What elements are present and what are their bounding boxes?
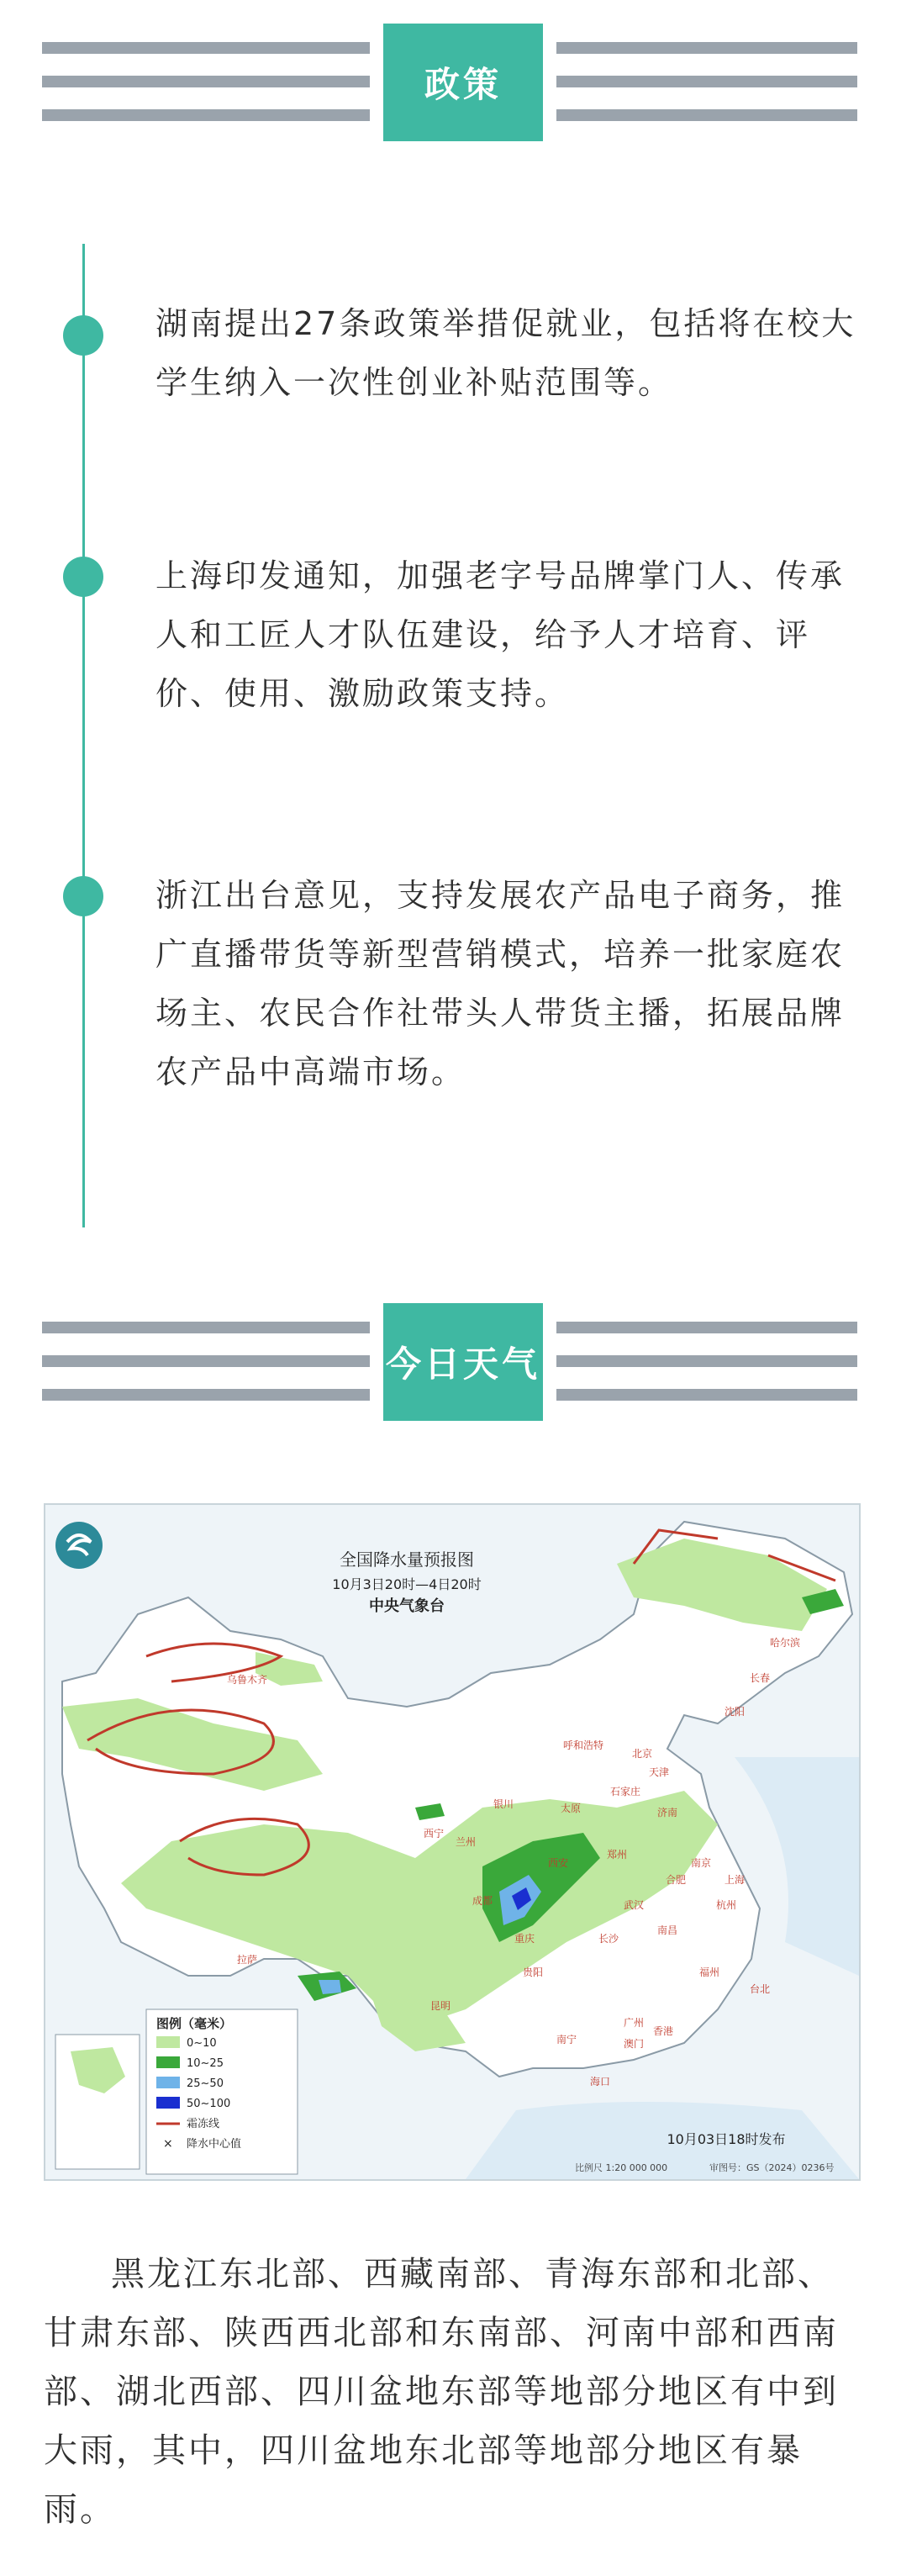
legend-swatch (156, 2097, 180, 2109)
city-label: 贵阳 (522, 1966, 544, 1978)
city-label: 西宁 (423, 1828, 445, 1840)
city-label: 呼和浩特 (562, 1739, 604, 1751)
weather-description: 黑龙江东北部、西藏南部、青海东部和北部、甘肃东部、陕西西北部和东南部、河南中部和西南部、湖北西部、四川盆地东部等地部分地区有中到大雨，其中，四川盆地东北部等地部分地区有暴雨。 (44, 2255, 839, 2529)
legend-label: 0~10 (187, 2037, 217, 2050)
legend-label: 10~25 (187, 2057, 224, 2070)
timeline-dot-icon (63, 876, 103, 916)
legend-swatch (156, 2077, 180, 2088)
city-label: 北京 (631, 1748, 653, 1760)
city-label: 合肥 (665, 1874, 687, 1886)
city-label: 拉萨 (236, 1954, 258, 1966)
legend-swatch (156, 2036, 180, 2048)
map-legend (146, 2009, 298, 2174)
legend-label: 霜冻线 (187, 2118, 220, 2130)
city-label: 天津 (648, 1766, 670, 1778)
legend-title: 图例（毫米） (156, 2016, 233, 2031)
city-label: 成都 (472, 1895, 493, 1907)
policy-section-header (42, 24, 857, 141)
weather-section-header (42, 1303, 857, 1421)
city-label: 沈阳 (724, 1706, 746, 1718)
city-label: 郑州 (606, 1849, 628, 1861)
city-label: 澳门 (623, 2038, 645, 2050)
city-label: 海口 (589, 2076, 611, 2088)
city-label: 上海 (724, 1874, 746, 1886)
city-label: 济南 (656, 1807, 678, 1819)
city-label: 武汉 (623, 1899, 645, 1911)
city-label: 乌鲁木齐 (226, 1674, 268, 1686)
legend-swatch (156, 2056, 180, 2068)
cma-logo-icon (55, 1522, 103, 1569)
timeline-line (82, 244, 85, 1227)
city-label: 福州 (698, 1966, 720, 1978)
precipitation-map-svg (45, 1505, 859, 2179)
weather-section-title: 今日天气 (370, 1303, 556, 1421)
city-label: 昆明 (429, 2000, 451, 2012)
legend-cross-icon: × (163, 2137, 173, 2151)
timeline-dot-icon (63, 315, 103, 356)
city-label: 石家庄 (609, 1786, 641, 1797)
map-scale: 比例尺 1:20 000 000 (575, 2162, 668, 2173)
timeline-dot-icon (63, 557, 103, 597)
map-agency: 中央气象台 (369, 1597, 445, 1615)
city-label: 南昌 (656, 1924, 678, 1936)
policy-text: 湖南提出27条政策举措促就业，包括将在校大学生纳入一次性创业补贴范围等。 (155, 305, 856, 401)
legend-label: 50~100 (187, 2098, 231, 2110)
map-period: 10月3日20时—4日20时 (332, 1576, 482, 1592)
legend-label: 25~50 (187, 2077, 224, 2090)
city-label: 香港 (652, 2025, 674, 2037)
city-label: 杭州 (715, 1899, 737, 1911)
map-issued: 10月03日18时发布 (667, 2131, 786, 2147)
city-label: 南京 (690, 1857, 712, 1869)
policy-text: 浙江出台意见，支持发展农产品电子商务，推广直播带货等新型营销模式，培养一批家庭农场主、农民合作社带头人带货主播，拓展品牌农产品中高端市场。 (155, 877, 846, 1090)
city-label: 长春 (749, 1672, 771, 1684)
city-label: 兰州 (455, 1836, 477, 1848)
city-label: 广州 (623, 2017, 645, 2029)
city-label: 重庆 (514, 1933, 535, 1945)
city-label: 哈尔滨 (769, 1637, 801, 1649)
legend-label: 降水中心值 (187, 2138, 242, 2151)
policy-text: 上海印发通知，加强老字号品牌掌门人、传承人和工匠人才队伍建设，给予人才培育、评价、使用、激励政策支持。 (155, 557, 846, 712)
policy-timeline (0, 244, 901, 1227)
city-label: 南宁 (556, 2034, 577, 2045)
city-label: 西安 (547, 1857, 569, 1869)
city-label: 银川 (493, 1798, 514, 1810)
city-label: 台北 (749, 1983, 771, 1995)
precipitation-map (44, 1503, 861, 2181)
policy-section-title: 政策 (370, 24, 556, 141)
city-label: 太原 (560, 1803, 582, 1814)
map-title: 全国降水量预报图 (340, 1549, 474, 1570)
map-review-number: 审图号：GS（2024）0236号 (709, 2162, 835, 2173)
city-label: 长沙 (598, 1933, 619, 1945)
